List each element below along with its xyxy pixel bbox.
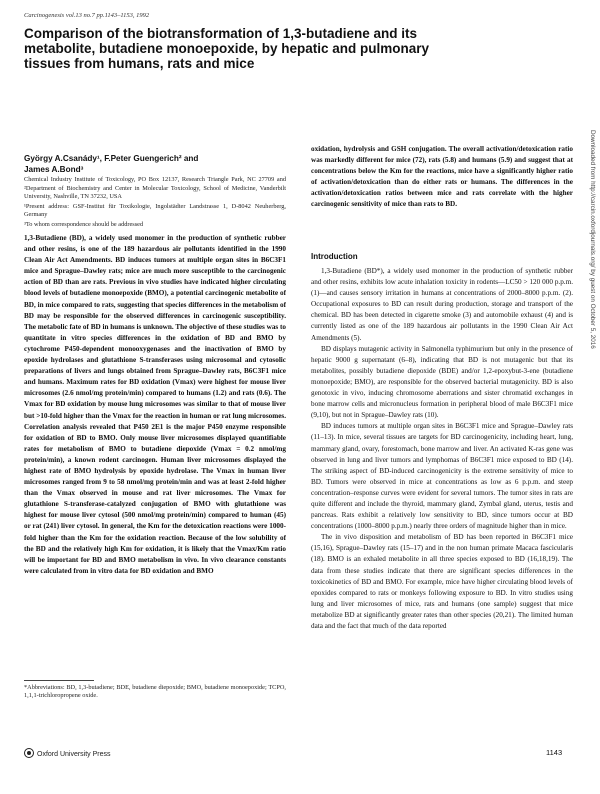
- intro-paragraph: 1,3-Butadiene (BD*), a widely used monomer in the production of synthetic rubber and other resins, exhibits low acute inhalation toxicity in rodents—LC50 > 120 000 p.p.m. (1)—and causes sensory irritation in humans at concentrations of 2000–8000 p.p.m. (2). Occupational exposures to BD can result during production, storage and transport of the chemical. BD has been detected in cigarette smoke (3) and automobile exhaust (4) and is currently listed as one of the 189 hazardous air pollutants in the 1990 Clean Air Act Amendments (5).: [311, 267, 573, 342]
- paper-title: [24, 26, 454, 71]
- abstract-text: 1,3-Butadiene (BD), a widely used monomer in the production of synthetic rubber and other resins, is one of the 189 hazardous air pollutants identified in the 1990 Clean Air Act Amendments. BD induces tumors at multiple organ sites in B6C3F1 mice and Sprague–Dawley rats; mice are much more susceptible to the carcinogenic action of BD than are rats. Previous in vivo studies have indicated higher circulating blood levels of butadiene monoepoxide (BMO), a potential carcinogenic metabolite of BD, in mice compared to rats, suggesting that species differences in the metabolism of BD may be responsible for the observed differences in carcinogenic susceptibility. The metabolic fate of BD in humans is unknown. The objective of these studies was to quantitate in vitro species differences in the oxidation of BD and BMO by cytochrome P450-dependent monooxygenases and the inactivation of BMO by epoxide hydrolases and glutathione S-transferases using microsomal and cytosolic preparations of livers and lungs obtained from Sprague–Dawley rats, B6C3F1 mice and humans. Maximum rates for BD oxidation (Vmax) were highest for mouse liver microsomes (2.6 nmol/mg protein/min) compared to humans (1.2) and rats (0.6). The Vmax for BD oxidation by mouse lung microsomes was similar to that of mouse liver but >10-fold higher than the Vmax for the reaction in human or rat lung microsomes. Correlation analysis revealed that P450 2E1 is the major P450 enzyme responsible for oxidation of BD to BMO. Only mouse liver microsomes displayed quantifiable rates for metabolism of BMO to butadiene diepoxide (Vmax = 0.2 nmol/mg protein/min), a known rodent carcinogen. Human liver microsomes displayed the highest rate of BMO hydrolysis by epoxide hydrolase. The Vmax in human liver microsomes ranged from 9 to 58 nmol/mg protein/min and was at least 2-fold higher than the Vmax observed in mouse and rat liver microsomes. The Vmax for glutathione S-transferase-catalyzed conjugation of BMO with glutathione was highest for mouse liver cytosol (500 nmol/mg protein/min) compared to human (45) or rat (241) liver cytosol. In general, the Km for the detoxication reactions were 1000-fold higher than the Km for the oxidation reaction. Because of the low solubility of the BD and the relatively high Km for oxidation, it is likely that the Vmax/Km ratio will be important for BD and BMO metabolism in vivo. In vivo clearance constants were calculated from in vitro data for BD oxidation and BMO: [24, 234, 286, 575]
- page-number: 1143: [546, 748, 563, 757]
- abstract-left-column: [24, 233, 286, 670]
- present-address: ¹Present address: GSF-Institut für Toxikologie, Ingolstädter Landstrasse 1, D-8042 Neuherberg, Germany: [24, 202, 286, 219]
- intro-paragraph: BD induces tumors at multiple organ sites in B6C3F1 mice and Sprague–Dawley rats (11–13). In mice, several tissues are targets for BD carcinogenicity, including heart, lung, mammary gland, ovary, forestomach, bone marrow and liver. An activated K-ras gene was observed in lung and liver tumors and lymphomas of B6C3F1 mice exposed to BD (14). The striking aspect of BD-induced carcinogenicity is the extreme sensitivity of mice to BD. Tumors were observed in mice at concentrations as low as 6 p.p.m. and steep concentration–response curves were evident for several tumors. The tumor sites in rats are quite different and include the thyroid, mammary gland, Zymbal gland, uterus, testis and pancreas. Rats exhibit a relatively low sensitivity to BD, since tumors occur at BD concentrations (1000–8000 p.p.m.) nearly three orders of magnitude higher than in mice.: [311, 422, 573, 531]
- abstract-text-continued: oxidation, hydrolysis and GSH conjugation. The overall activation/detoxication ratio was markedly different for mice (72), rats (5.8) and humans (5.9) and suggest that at concentrations below the Km for the reactions, mice have a significantly higher ratio of activation/detoxication than do either rats or humans. The differences in the activation/detoxication ratios between mice and rats correlate with the higher carcinogenic sensitivity of mice than rats to BD.: [311, 145, 573, 209]
- footnote: [24, 684, 286, 701]
- author-list: [24, 153, 286, 175]
- section-heading: Introduction: [311, 252, 358, 261]
- introduction-body: [311, 266, 573, 748]
- download-watermark: Downloaded from http://carcin.oxfordjournals.org/ by guest on October 5, 2016: [589, 130, 596, 349]
- footnote-divider: [24, 680, 94, 681]
- publisher-logo-icon: [24, 748, 34, 758]
- publisher-name: Oxford University Press: [37, 751, 111, 758]
- intro-paragraph: BD displays mutagenic activity in Salmonella typhimurium but only in the presence of hepatic 9000 g supernatant (6–8), indicating that BD is not mutagenic but that its metabolites, possibly butadiene diepoxide (BDE) and/or 1,2-epoxybut-3-ene (butadiene monoepoxide; BMO), are responsible for the observed bacterial mutagenicity. BD is also genotoxic in vivo, inducing chromosome aberrations and sister chromatid exchanges in bone marrow cells and micronucleus formation in peripheral blood of male B6C3F1 mice (9,10), but not in Sprague–Dawley rats (10).: [311, 344, 573, 420]
- author-line: György A.Csanády¹, F.Peter Guengerich² and: [24, 154, 199, 163]
- publisher: [24, 748, 111, 758]
- abbreviations-footnote: *Abbreviations: BD, 1,3-butadiene; BDE, butadiene diepoxide; BMO, butadiene monoepoxide; TCPO, 1,1,1-trichloropropene oxide.: [24, 684, 286, 700]
- affiliation: Chemical Industry Institute of Toxicology, PO Box 12137, Research Triangle Park, NC 27709 and ²Department of Biochemistry and Center in Molecular Toxicology, School of Medicine, Vanderbilt University, Nashville, TN 37232, USA: [24, 176, 286, 201]
- title-line: Comparison of the biotransformation of 1,3-butadiene and its: [24, 26, 418, 41]
- affiliations: [24, 176, 286, 230]
- author-line: James A.Bond³: [24, 165, 84, 174]
- abstract-right-column: [311, 144, 573, 224]
- title-line: tissues from humans, rats and mice: [24, 56, 255, 71]
- title-line: metabolite, butadiene monoepoxide, by hepatic and pulmonary: [24, 41, 430, 56]
- intro-paragraph: The in vivo disposition and metabolism of BD has been reported in B6C3F1 mice (15,16), Sprague–Dawley rats (15–17) and in the non human primate Macaca fascicularis (18). BMO is an exhaled metabolite in all three species exposed to BD (16,18,19). The data from these studies indicate that there are significant species differences in the toxicokinetics of BD and BMO. For example, mice have higher circulating blood levels of epoxides compared to rats or monkeys following exposure to BD. In vitro studies using lung and liver microsomes of mice, rats and humans (one sample) suggest that mice metabolize BD at significantly greater rates than other species (20,21). The limited human data and the fact that much of the data reported: [311, 533, 573, 630]
- journal-citation: Carcinogenesis vol.13 no.7 pp.1143–1153, 1992: [24, 12, 150, 19]
- correspondence-note: ³To whom correspondence should be addressed: [24, 220, 144, 228]
